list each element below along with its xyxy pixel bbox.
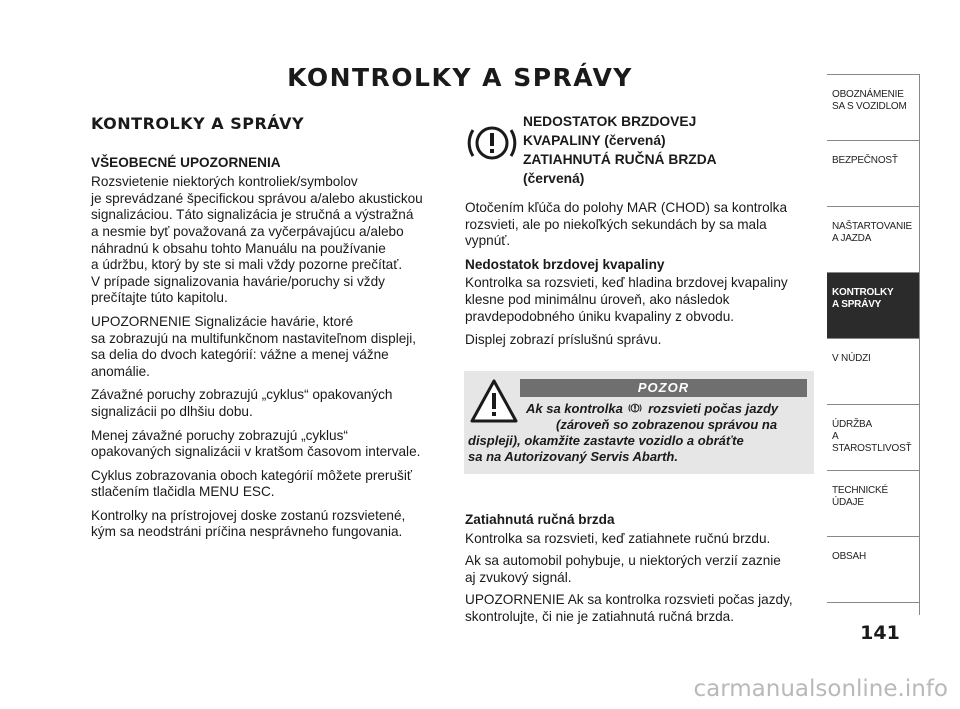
- left-column: [91, 112, 443, 548]
- fluid-heading: Nedostatok brzdovej kvapaliny: [465, 256, 665, 272]
- warning-line: (zároveň so zobrazenou správou na: [556, 417, 778, 432]
- paragraph: Kontrolky na prístrojovej doske zostanú rozsvietené, kým sa neodstráni príčina nesprávneho fungovania.: [91, 507, 406, 540]
- section-heading: KONTROLKY A SPRÁVY: [91, 114, 305, 133]
- paragraph: UPOZORNENIE Ak sa kontrolka rozsvieti počas jazdy, skontrolujte, či nie je zatiahnutá ručná brzda.: [465, 592, 793, 624]
- brake-warning-icon: [465, 116, 519, 170]
- chapter-nav: [827, 74, 920, 615]
- paragraph: Kontrolka sa rozsvieti, keď hladina brzdovej kvapaliny klesne pod minimálnu úroveň, ako následok pravdepodobného úniku kvapaliny z obvodu.: [465, 275, 788, 324]
- page-number: 141: [860, 622, 900, 644]
- nav-item-bezpecnost[interactable]: BEZPEČNOSŤ: [827, 141, 919, 207]
- nav-item-oboznamenie[interactable]: OBOZNÁMENIE SA S VOZIDLOM: [827, 75, 919, 141]
- warning-line: displeji), okamžite zastavte vozidlo a obráťte: [468, 433, 744, 448]
- brake-warning-icon: [626, 401, 644, 415]
- footer-watermark: carmanualsonline.info: [693, 676, 948, 702]
- nav-item-nastartovanie[interactable]: NAŠTARTOVANIE A JAZDA: [827, 207, 919, 273]
- paragraph: Ak sa automobil pohybuje, u niektorých verzií zaznie aj zvukový signál.: [465, 553, 781, 585]
- right-column: [465, 112, 815, 356]
- handbrake-section: [465, 512, 815, 632]
- paragraph: UPOZORNENIE Signalizácie havárie, ktoré sa zobrazujú na multifunkčnom nastaviteľnom displeji, sa delia do dvoch kategórií: vážne a menej vážne anomálie.: [91, 313, 417, 379]
- brake-warning-title: NEDOSTATOK BRZDOVEJ KVAPALINY (červená) ZATIAHNUTÁ RUČNÁ BRZDA (červená): [523, 114, 717, 186]
- paragraph: Závažné poruchy zobrazujú „cyklus“ opakovaných signalizácii po dlhšiu dobu.: [91, 387, 393, 419]
- page-title: KONTROLKY A SPRÁVY: [287, 63, 633, 92]
- paragraph: Otočením kľúča do polohy MAR (CHOD) sa kontrolka rozsvieti, ale po niekoľkých sekundách by sa mala vypnúť.: [465, 200, 788, 249]
- paragraph: Menej závažné poruchy zobrazujú „cyklus“ opakovaných signalizácii v kratšom časovom intervale.: [91, 427, 421, 460]
- warning-line: sa na Autorizovaný Servis Abarth.: [468, 449, 678, 464]
- handbrake-heading: Zatiahnutá ručná brzda: [465, 512, 615, 527]
- subsection-heading: VŠEOBECNÉ UPOZORNENIA: [91, 154, 281, 170]
- brake-warning-header: [465, 112, 815, 192]
- nav-item-obsah[interactable]: OBSAH: [827, 537, 919, 603]
- paragraph: Cyklus zobrazovania oboch kategórií môžete prerušiť stlačením tlačidla MENU ESC.: [91, 467, 412, 500]
- paragraph: Displej zobrazí príslušnú správu.: [465, 332, 662, 348]
- warning-line: Ak sa kontrolka rozsvieti počas jazdy: [526, 401, 779, 416]
- nav-item-kontrolky[interactable]: KONTROLKY A SPRÁVY: [827, 273, 919, 339]
- warning-box: [464, 371, 814, 474]
- warning-text: [468, 401, 808, 465]
- nav-item-udrzba[interactable]: ÚDRŽBA A STAROSTLIVOSŤ: [827, 405, 919, 471]
- warning-label: POZOR: [520, 379, 807, 397]
- nav-item-v-nudzi[interactable]: V NÚDZI: [827, 339, 919, 405]
- paragraph: Rozsvietenie niektorých kontroliek/symbolov je sprevádzané špecifickou správou a/alebo akustickou signalizáciou. Táto signalizácia je stručná a výstražná a nesmie byť považovaná za vyčerpávajúcu a/alebo náhradnú k obsahu tohto Manuálu na používanie a údržbu, ktorý by ste si mali vždy pozorne prečítať. V prípade signalizovania havárie/poruchy si vždy prečítajte túto kapitolu.: [91, 174, 423, 306]
- paragraph: Kontrolka sa rozsvieti, keď zatiahnete ručnú brzdu.: [465, 530, 771, 546]
- nav-item-technicke[interactable]: TECHNICKÉ ÚDAJE: [827, 471, 919, 537]
